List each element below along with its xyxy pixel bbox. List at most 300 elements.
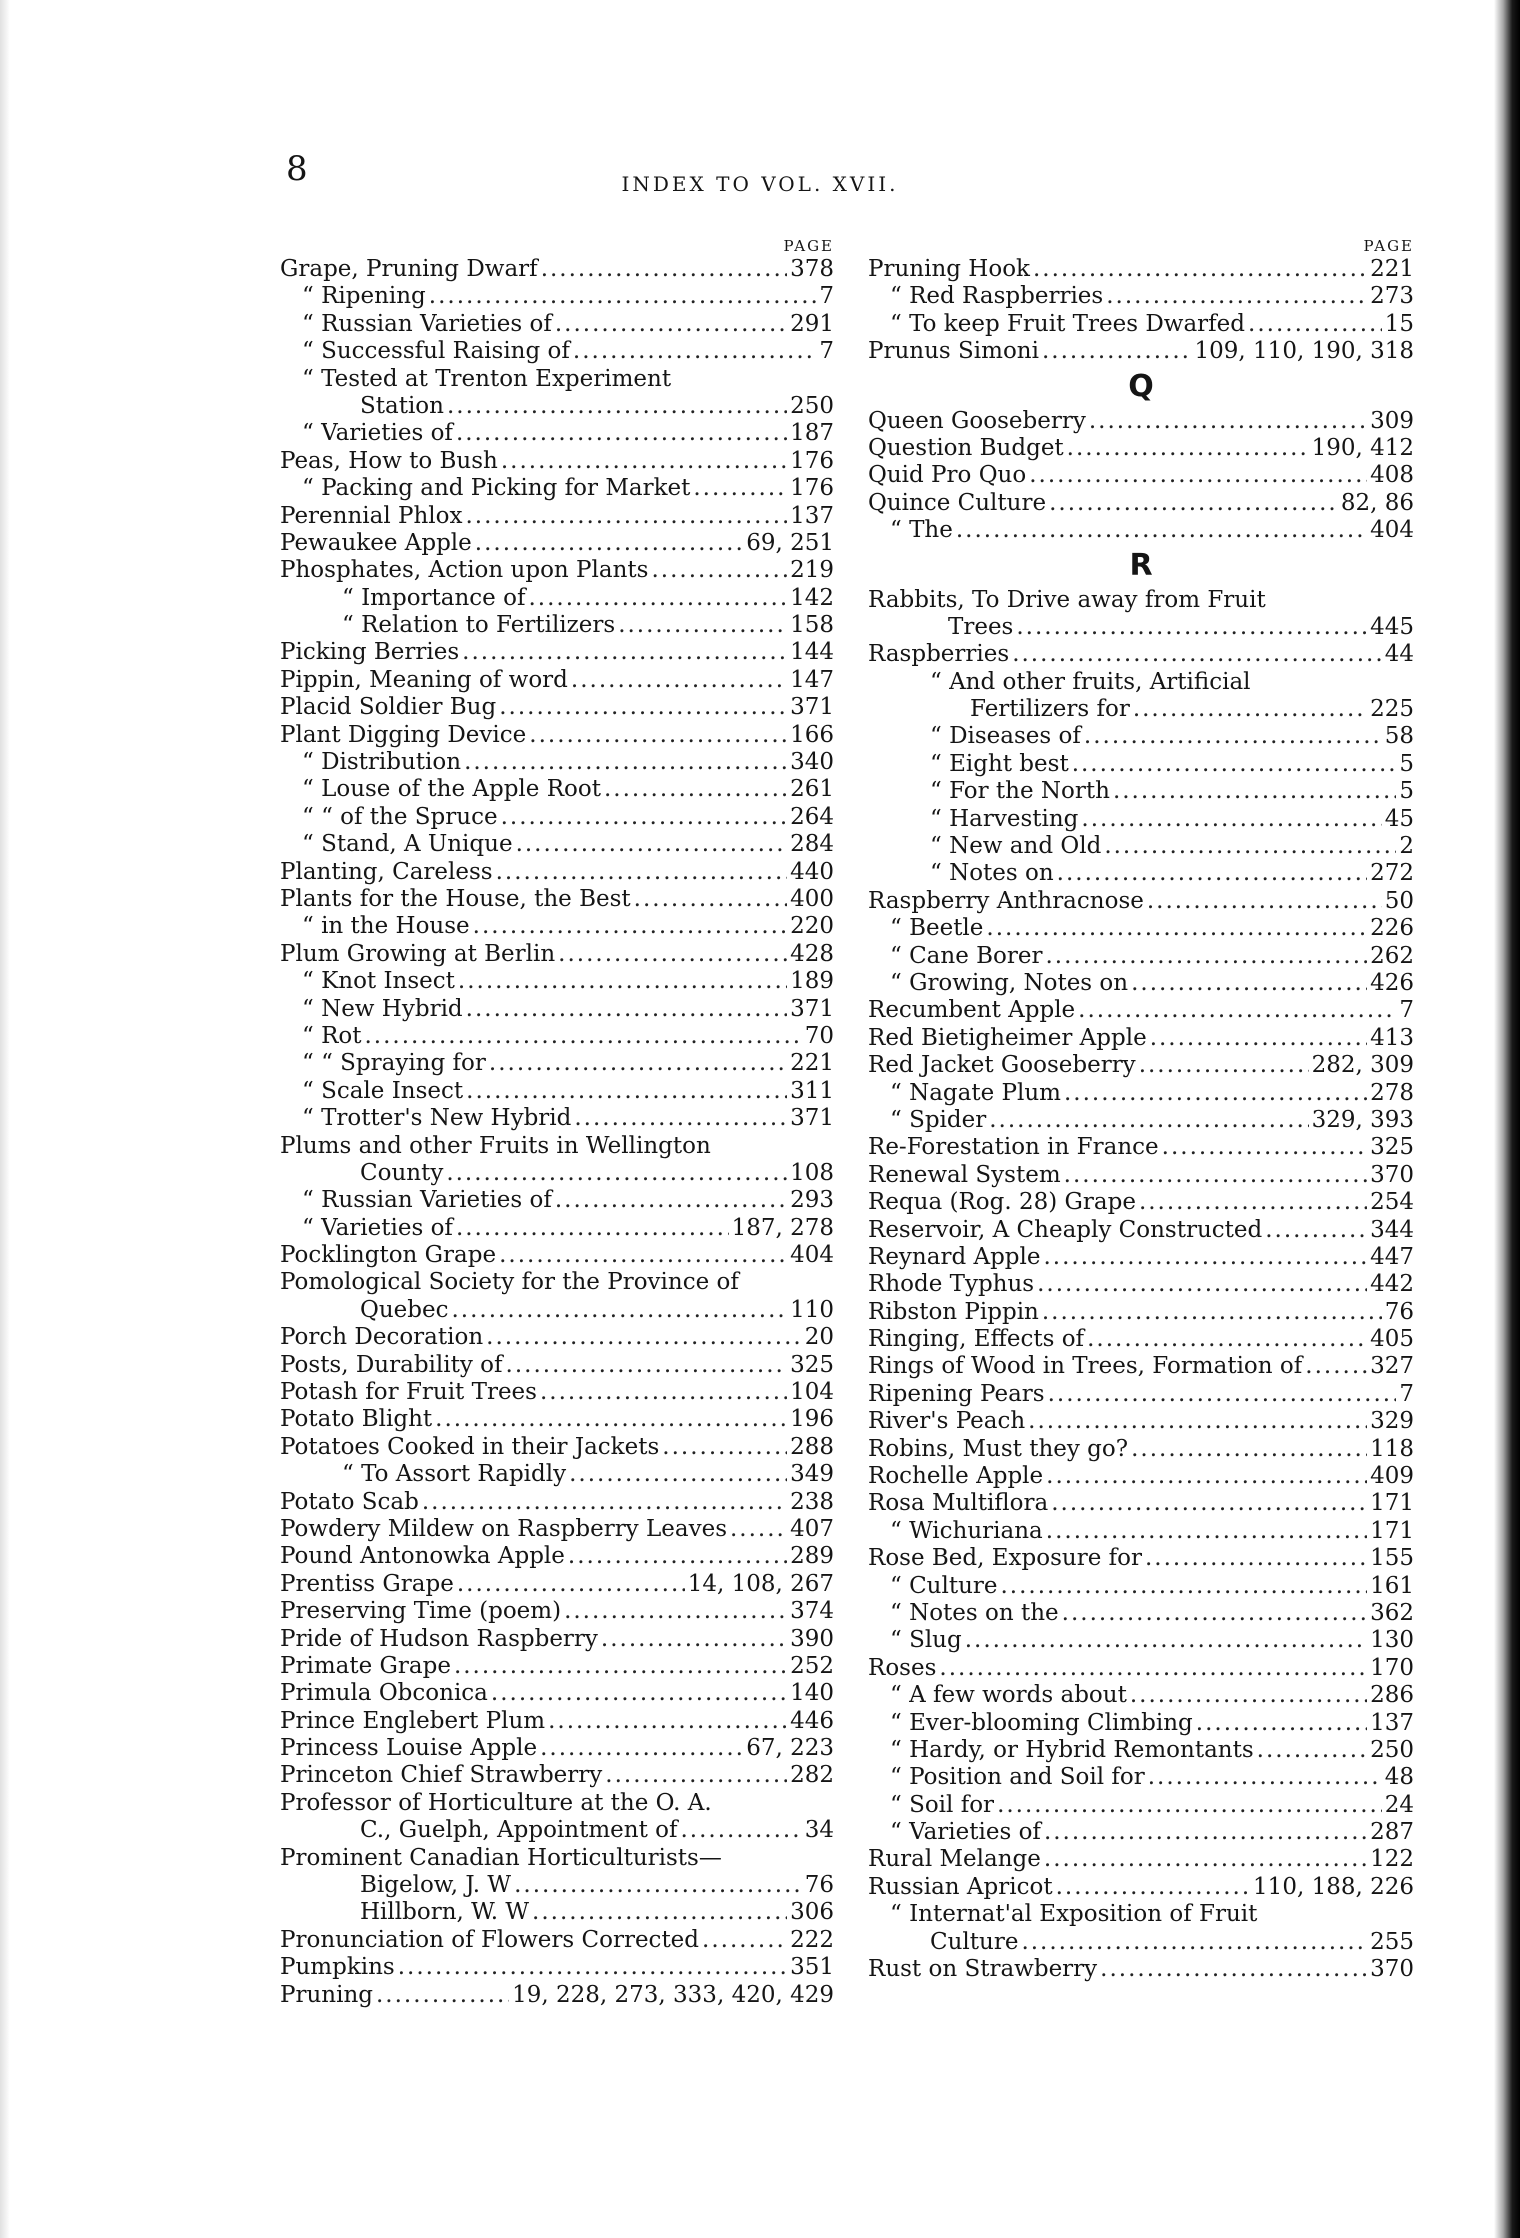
entry-text: “ To Assort Rapidly — [342, 1461, 567, 1488]
index-entry — [280, 1078, 834, 1105]
dot-leader — [1133, 696, 1367, 723]
index-column-left — [280, 236, 834, 2009]
dot-leader — [662, 1434, 787, 1461]
entry-text: Prentiss Grape — [280, 1570, 454, 1597]
index-entry — [868, 1956, 1414, 1983]
index-entry — [868, 1271, 1414, 1298]
index-entry — [868, 1573, 1414, 1600]
entry-text: Question Budget — [868, 434, 1064, 461]
index-entry — [868, 1080, 1414, 1107]
index-entry — [280, 1845, 834, 1872]
page-reference: 370 — [1370, 1956, 1414, 1983]
page-reference: 288 — [790, 1433, 834, 1460]
dot-leader — [1021, 1929, 1367, 1956]
entry-text: Re-Forestation in France — [868, 1134, 1159, 1161]
page-reference: 76 — [1384, 1298, 1414, 1325]
index-entry — [280, 1406, 834, 1433]
entry-text: Pruning — [280, 1981, 373, 2008]
dot-leader — [555, 311, 787, 338]
entry-text: Renewal System — [868, 1161, 1061, 1188]
index-entry — [868, 1244, 1414, 1271]
section-heading: Q — [1128, 368, 1154, 404]
index-entry — [868, 1217, 1414, 1244]
entry-text: “ For the North — [930, 778, 1110, 805]
dot-leader — [1113, 778, 1396, 805]
page-reference: 14, 108, 267 — [687, 1570, 834, 1597]
page-reference: 371 — [790, 694, 834, 721]
page-reference: 221 — [1370, 256, 1414, 282]
entry-text: Rose Bed, Exposure for — [868, 1545, 1142, 1572]
page-reference: 161 — [1370, 1572, 1414, 1599]
dot-leader — [1042, 338, 1192, 365]
entry-text: Prince Englebert Plum — [280, 1707, 546, 1734]
index-entry — [868, 1490, 1414, 1517]
entry-text: Picking Berries — [280, 639, 460, 666]
entry-text: Prunus Simoni — [868, 338, 1039, 365]
page-reference: 69, 251 — [746, 529, 834, 556]
entry-text: Rural Melange — [868, 1846, 1041, 1873]
index-entry — [280, 1023, 834, 1050]
entry-text: Hillborn, W. W — [360, 1899, 530, 1926]
page-reference: 426 — [1370, 969, 1414, 996]
entry-text: Rings of Wood in Trees, Formation of — [868, 1353, 1303, 1380]
index-entry — [280, 722, 834, 749]
entry-text: Potato Scab — [280, 1488, 419, 1515]
index-entry — [868, 1929, 1414, 1956]
dot-leader — [499, 694, 787, 721]
page-reference: 282 — [790, 1762, 834, 1789]
index-entry — [868, 1545, 1414, 1572]
page-reference: 238 — [790, 1488, 834, 1515]
page-reference: 400 — [790, 885, 834, 912]
index-entry — [868, 1299, 1414, 1326]
entry-text: Posts, Durability of — [280, 1351, 503, 1378]
dot-leader — [376, 1982, 509, 2009]
dot-leader — [569, 1461, 787, 1488]
dot-leader — [452, 1297, 788, 1324]
entry-text: “ To keep Fruit Trees Dwarfed — [890, 310, 1246, 337]
entry-text: Potash for Fruit Trees — [280, 1379, 537, 1406]
entry-text: Prominent Canadian Horticulturists— — [280, 1844, 722, 1871]
entry-text: “ Beetle — [890, 915, 984, 942]
page-reference: 349 — [790, 1461, 834, 1488]
entry-text: “ Soil for — [890, 1791, 995, 1818]
dot-leader — [466, 996, 787, 1023]
entry-text: Rochelle Apple — [868, 1463, 1044, 1490]
dot-leader — [540, 1735, 743, 1762]
entry-text: Potatoes Cooked in their Jackets — [280, 1433, 660, 1460]
page-reference: 142 — [790, 584, 834, 611]
dot-leader — [501, 448, 787, 475]
page-reference: 219 — [790, 557, 834, 584]
entry-text: Trees — [948, 613, 1014, 640]
page-reference: 187 — [790, 420, 834, 447]
index-entry — [280, 1379, 834, 1406]
index-entry — [280, 1790, 834, 1817]
index-entry — [280, 585, 834, 612]
dot-leader — [1048, 1381, 1397, 1408]
dot-leader — [1257, 1737, 1367, 1764]
dot-leader — [1087, 1326, 1367, 1353]
page-reference: 158 — [790, 612, 834, 639]
dot-leader — [965, 1627, 1367, 1654]
page-reference: 166 — [790, 721, 834, 748]
dot-leader — [573, 338, 816, 365]
entry-text: “ Slug — [890, 1627, 962, 1654]
page-reference: 222 — [790, 1926, 834, 1953]
dot-leader — [1130, 1682, 1367, 1709]
entry-text: Reservoir, A Cheaply Constructed — [868, 1216, 1263, 1243]
page-reference: 82, 86 — [1340, 489, 1414, 516]
entry-text: Station — [360, 392, 444, 419]
entry-text: “ Russian Varieties of — [302, 310, 552, 337]
dot-leader — [435, 1406, 787, 1433]
page-reference: 407 — [790, 1515, 834, 1542]
dot-leader — [465, 503, 787, 530]
entry-text: “ Ripening — [302, 283, 426, 310]
entry-text: Roses — [868, 1654, 937, 1681]
entry-text: “ Relation to Fertilizers — [342, 612, 616, 639]
index-entry — [868, 1682, 1414, 1709]
page-reference: 264 — [790, 803, 834, 830]
entry-text: “ Internat'al Exposition of Fruit — [890, 1901, 1258, 1928]
page-reference: 428 — [790, 940, 834, 967]
page-reference: 176 — [790, 447, 834, 474]
index-entry — [280, 667, 834, 694]
page-reference: 325 — [790, 1351, 834, 1378]
page-reference: 137 — [1370, 1709, 1414, 1736]
dot-leader — [568, 1543, 787, 1570]
dot-leader — [1081, 806, 1381, 833]
index-entry — [868, 311, 1414, 338]
entry-text: Red Jacket Gooseberry — [868, 1052, 1136, 1079]
index-entry — [280, 1352, 834, 1379]
index-entry — [868, 833, 1414, 860]
index-entry — [868, 1846, 1414, 1873]
page-reference: 108 — [790, 1159, 834, 1186]
index-entry — [280, 475, 834, 502]
entry-text: Primate Grape — [280, 1652, 451, 1679]
entry-text: “ New and Old — [930, 833, 1102, 860]
page-reference: 45 — [1384, 805, 1414, 832]
entry-text: “ in the House — [302, 913, 470, 940]
dot-leader — [1248, 311, 1382, 338]
entry-text: “ Cane Borer — [890, 942, 1043, 969]
entry-text: Princeton Chief Strawberry — [280, 1762, 603, 1789]
index-entry — [280, 1242, 834, 1269]
index-entry — [280, 1899, 834, 1926]
page-reference: 7 — [819, 338, 834, 365]
dot-leader — [1016, 614, 1367, 641]
page-reference: 109, 110, 190, 318 — [1194, 338, 1414, 365]
index-entry — [280, 831, 834, 858]
page-reference: 442 — [1370, 1271, 1414, 1298]
index-entry — [280, 1680, 834, 1707]
dot-leader — [986, 915, 1367, 942]
dot-leader — [1001, 1573, 1368, 1600]
page-reference: 311 — [790, 1077, 834, 1104]
dot-leader — [473, 913, 787, 940]
index-entry — [868, 1162, 1414, 1189]
index-entry — [868, 1052, 1414, 1079]
dot-leader — [1042, 1299, 1382, 1326]
dot-leader — [1044, 1819, 1367, 1846]
index-entry — [868, 723, 1414, 750]
page-reference: 15 — [1384, 310, 1414, 337]
index-entry — [868, 1792, 1414, 1819]
page-reference: 282, 309 — [1311, 1052, 1414, 1079]
entry-text: “ Successful Raising of — [302, 338, 570, 365]
index-entry — [868, 669, 1414, 696]
dot-leader — [506, 1352, 788, 1379]
dot-leader — [446, 1160, 787, 1187]
dot-leader — [464, 749, 787, 776]
entry-text: “ New Hybrid — [302, 995, 463, 1022]
entry-text: Raspberries — [868, 641, 1010, 668]
entry-text: “ And other fruits, Artificial — [930, 668, 1251, 695]
index-entry — [280, 1489, 834, 1516]
dot-leader — [1131, 1436, 1367, 1463]
index-entry — [868, 1819, 1414, 1846]
page-reference: 155 — [1370, 1545, 1414, 1572]
index-entry — [868, 1436, 1414, 1463]
dot-leader — [997, 1792, 1382, 1819]
entry-text: Pumpkins — [280, 1954, 395, 1981]
dot-leader — [1106, 283, 1367, 310]
entry-text: “ Notes on — [930, 860, 1054, 887]
page-reference: 220 — [790, 913, 834, 940]
dot-leader — [604, 776, 787, 803]
index-entry — [280, 1461, 834, 1488]
page-reference: 287 — [1370, 1819, 1414, 1846]
entry-text: “ Position and Soil for — [890, 1764, 1145, 1791]
dot-leader — [618, 612, 787, 639]
index-entry — [280, 1133, 834, 1160]
dot-leader — [1131, 970, 1367, 997]
index-entry — [868, 517, 1414, 544]
dot-leader — [1100, 1956, 1367, 1983]
index-entry — [280, 1160, 834, 1187]
page-reference: 351 — [790, 1954, 834, 1981]
dot-leader — [486, 1324, 802, 1351]
page-left-edge — [0, 0, 10, 2238]
dot-leader — [651, 557, 787, 584]
index-entry — [868, 283, 1414, 310]
page-column-label: PAGE — [783, 237, 834, 255]
page-reference: 67, 223 — [746, 1735, 834, 1762]
page-right-edge — [1494, 0, 1520, 2238]
index-entry — [280, 338, 834, 365]
index-entry — [280, 1708, 834, 1735]
index-entry — [868, 806, 1414, 833]
index-entry — [280, 1626, 834, 1653]
page-reference: 413 — [1370, 1024, 1414, 1051]
dot-leader — [1067, 435, 1309, 462]
index-entry — [280, 420, 834, 447]
dot-leader — [1051, 1490, 1367, 1517]
entry-text: Plums and other Fruits in Wellington — [280, 1132, 711, 1159]
dot-leader — [1078, 997, 1396, 1024]
dot-leader — [1139, 1189, 1367, 1216]
page-reference: 225 — [1370, 696, 1414, 723]
dot-leader — [496, 859, 787, 886]
dot-leader — [956, 517, 1367, 544]
index-entry — [280, 1762, 834, 1789]
entry-text: Red Bietigheimer Apple — [868, 1024, 1147, 1051]
index-entry — [280, 1324, 834, 1351]
page-reference: 340 — [790, 749, 834, 776]
dot-leader — [1265, 1217, 1367, 1244]
page-reference: 273 — [1370, 283, 1414, 310]
index-entry — [868, 408, 1414, 435]
dot-leader — [1033, 256, 1367, 283]
page-reference: 137 — [790, 502, 834, 529]
dot-leader — [489, 1050, 787, 1077]
dot-leader — [447, 393, 787, 420]
dot-leader — [548, 1708, 787, 1735]
entry-text: Pippin, Meaning of word — [280, 666, 568, 693]
page-reference: 371 — [790, 995, 834, 1022]
index-entry — [280, 1872, 834, 1899]
index-entry — [868, 696, 1414, 723]
entry-text: Bigelow, J. W — [360, 1872, 512, 1899]
dot-leader — [475, 530, 743, 557]
page-reference: 70 — [804, 1022, 834, 1049]
entry-text: Reynard Apple — [868, 1243, 1041, 1270]
entry-text: “ Varieties of — [890, 1819, 1041, 1846]
dot-leader — [528, 585, 787, 612]
dot-leader — [1089, 408, 1367, 435]
page-reference: 445 — [1370, 613, 1414, 640]
page-reference: 110, 188, 226 — [1253, 1873, 1414, 1900]
entry-text: Queen Gooseberry — [868, 407, 1086, 434]
dot-leader — [514, 1872, 802, 1899]
index-entry — [280, 1434, 834, 1461]
dot-leader — [601, 1626, 787, 1653]
page-reference: 189 — [790, 968, 834, 995]
page-reference: 378 — [790, 256, 834, 282]
entry-text: “ Red Raspberries — [890, 283, 1104, 310]
page-reference: 254 — [1370, 1189, 1414, 1216]
index-entry — [280, 1982, 834, 2009]
page-reference: 327 — [1370, 1353, 1414, 1380]
dot-leader — [458, 968, 787, 995]
index-entry — [280, 639, 834, 666]
dot-leader — [1056, 1874, 1250, 1901]
entry-text: Ripening Pears — [868, 1380, 1045, 1407]
index-entry — [868, 860, 1414, 887]
page-reference: 284 — [790, 831, 834, 858]
page-reference: 122 — [1370, 1846, 1414, 1873]
page-reference: 171 — [1370, 1490, 1414, 1517]
dot-leader — [456, 1215, 729, 1242]
index-entry — [868, 256, 1414, 283]
index-entry — [868, 1353, 1414, 1380]
page-reference: 261 — [790, 776, 834, 803]
index-list-right — [868, 256, 1414, 1983]
page-reference: 147 — [790, 666, 834, 693]
page-reference: 286 — [1370, 1682, 1414, 1709]
entry-text: Russian Apricot — [868, 1873, 1053, 1900]
page-reference: 176 — [790, 475, 834, 502]
index-entry — [280, 1269, 834, 1296]
dot-leader — [1046, 1463, 1367, 1490]
page-reference: 50 — [1384, 887, 1414, 914]
page-reference: 171 — [1370, 1517, 1414, 1544]
index-entry — [280, 804, 834, 831]
index-entry — [868, 1901, 1414, 1928]
index-entry — [868, 997, 1414, 1024]
index-entry — [280, 1653, 834, 1680]
dot-leader — [532, 1899, 787, 1926]
dot-leader — [558, 941, 787, 968]
page-reference: 190, 412 — [1311, 434, 1414, 461]
dot-leader — [693, 475, 787, 502]
page-reference: 344 — [1370, 1216, 1414, 1243]
entry-text: Pocklington Grape — [280, 1242, 497, 1269]
dot-leader — [491, 1680, 787, 1707]
page-reference: 187, 278 — [731, 1214, 834, 1241]
dot-leader — [466, 1078, 787, 1105]
entry-text: Rabbits, To Drive away from Fruit — [868, 586, 1266, 613]
entry-text: “ Hardy, or Hybrid Remontants — [890, 1736, 1254, 1763]
entry-text: “ Importance of — [342, 584, 526, 611]
dot-leader — [1046, 1518, 1367, 1545]
index-entry — [280, 1543, 834, 1570]
dot-leader — [1012, 641, 1382, 668]
page-reference: 446 — [790, 1707, 834, 1734]
index-entry — [280, 968, 834, 995]
page-reference: 262 — [1370, 942, 1414, 969]
entry-text: “ Culture — [890, 1572, 998, 1599]
entry-text: “ Rot — [302, 1022, 362, 1049]
dot-leader — [1084, 723, 1382, 750]
index-entry — [868, 888, 1414, 915]
index-entry — [280, 1050, 834, 1077]
index-entry — [280, 941, 834, 968]
index-entry — [868, 1326, 1414, 1353]
entry-text: “ Harvesting — [930, 805, 1079, 832]
index-entry — [280, 1297, 834, 1324]
page-reference: 144 — [790, 639, 834, 666]
entry-text: Pewaukee Apple — [280, 529, 472, 556]
dot-leader — [1057, 860, 1367, 887]
dot-leader — [462, 639, 787, 666]
page-reference: 440 — [790, 858, 834, 885]
index-entry — [868, 1189, 1414, 1216]
dot-leader — [1045, 943, 1367, 970]
index-entry — [868, 1107, 1414, 1134]
dot-leader — [634, 886, 787, 913]
entry-text: Placid Soldier Bug — [280, 694, 497, 721]
entry-text: “ Stand, A Unique — [302, 831, 513, 858]
entry-text: Princess Louise Apple — [280, 1735, 538, 1762]
index-entry — [280, 1735, 834, 1762]
entry-text: Quebec — [360, 1296, 449, 1323]
entry-text: “ “ Spraying for — [302, 1050, 486, 1077]
index-entry — [280, 311, 834, 338]
entry-text: Raspberry Anthracnose — [868, 887, 1144, 914]
entry-text: “ Varieties of — [302, 420, 453, 447]
dot-leader — [1064, 1162, 1367, 1189]
page-reference: 58 — [1384, 723, 1414, 750]
index-entry — [868, 1134, 1414, 1161]
index-entry — [868, 462, 1414, 489]
entry-text: Preserving Time (poem) — [280, 1598, 562, 1625]
index-entry — [280, 1954, 834, 1981]
page-reference: 76 — [804, 1872, 834, 1899]
dot-leader — [989, 1107, 1308, 1134]
